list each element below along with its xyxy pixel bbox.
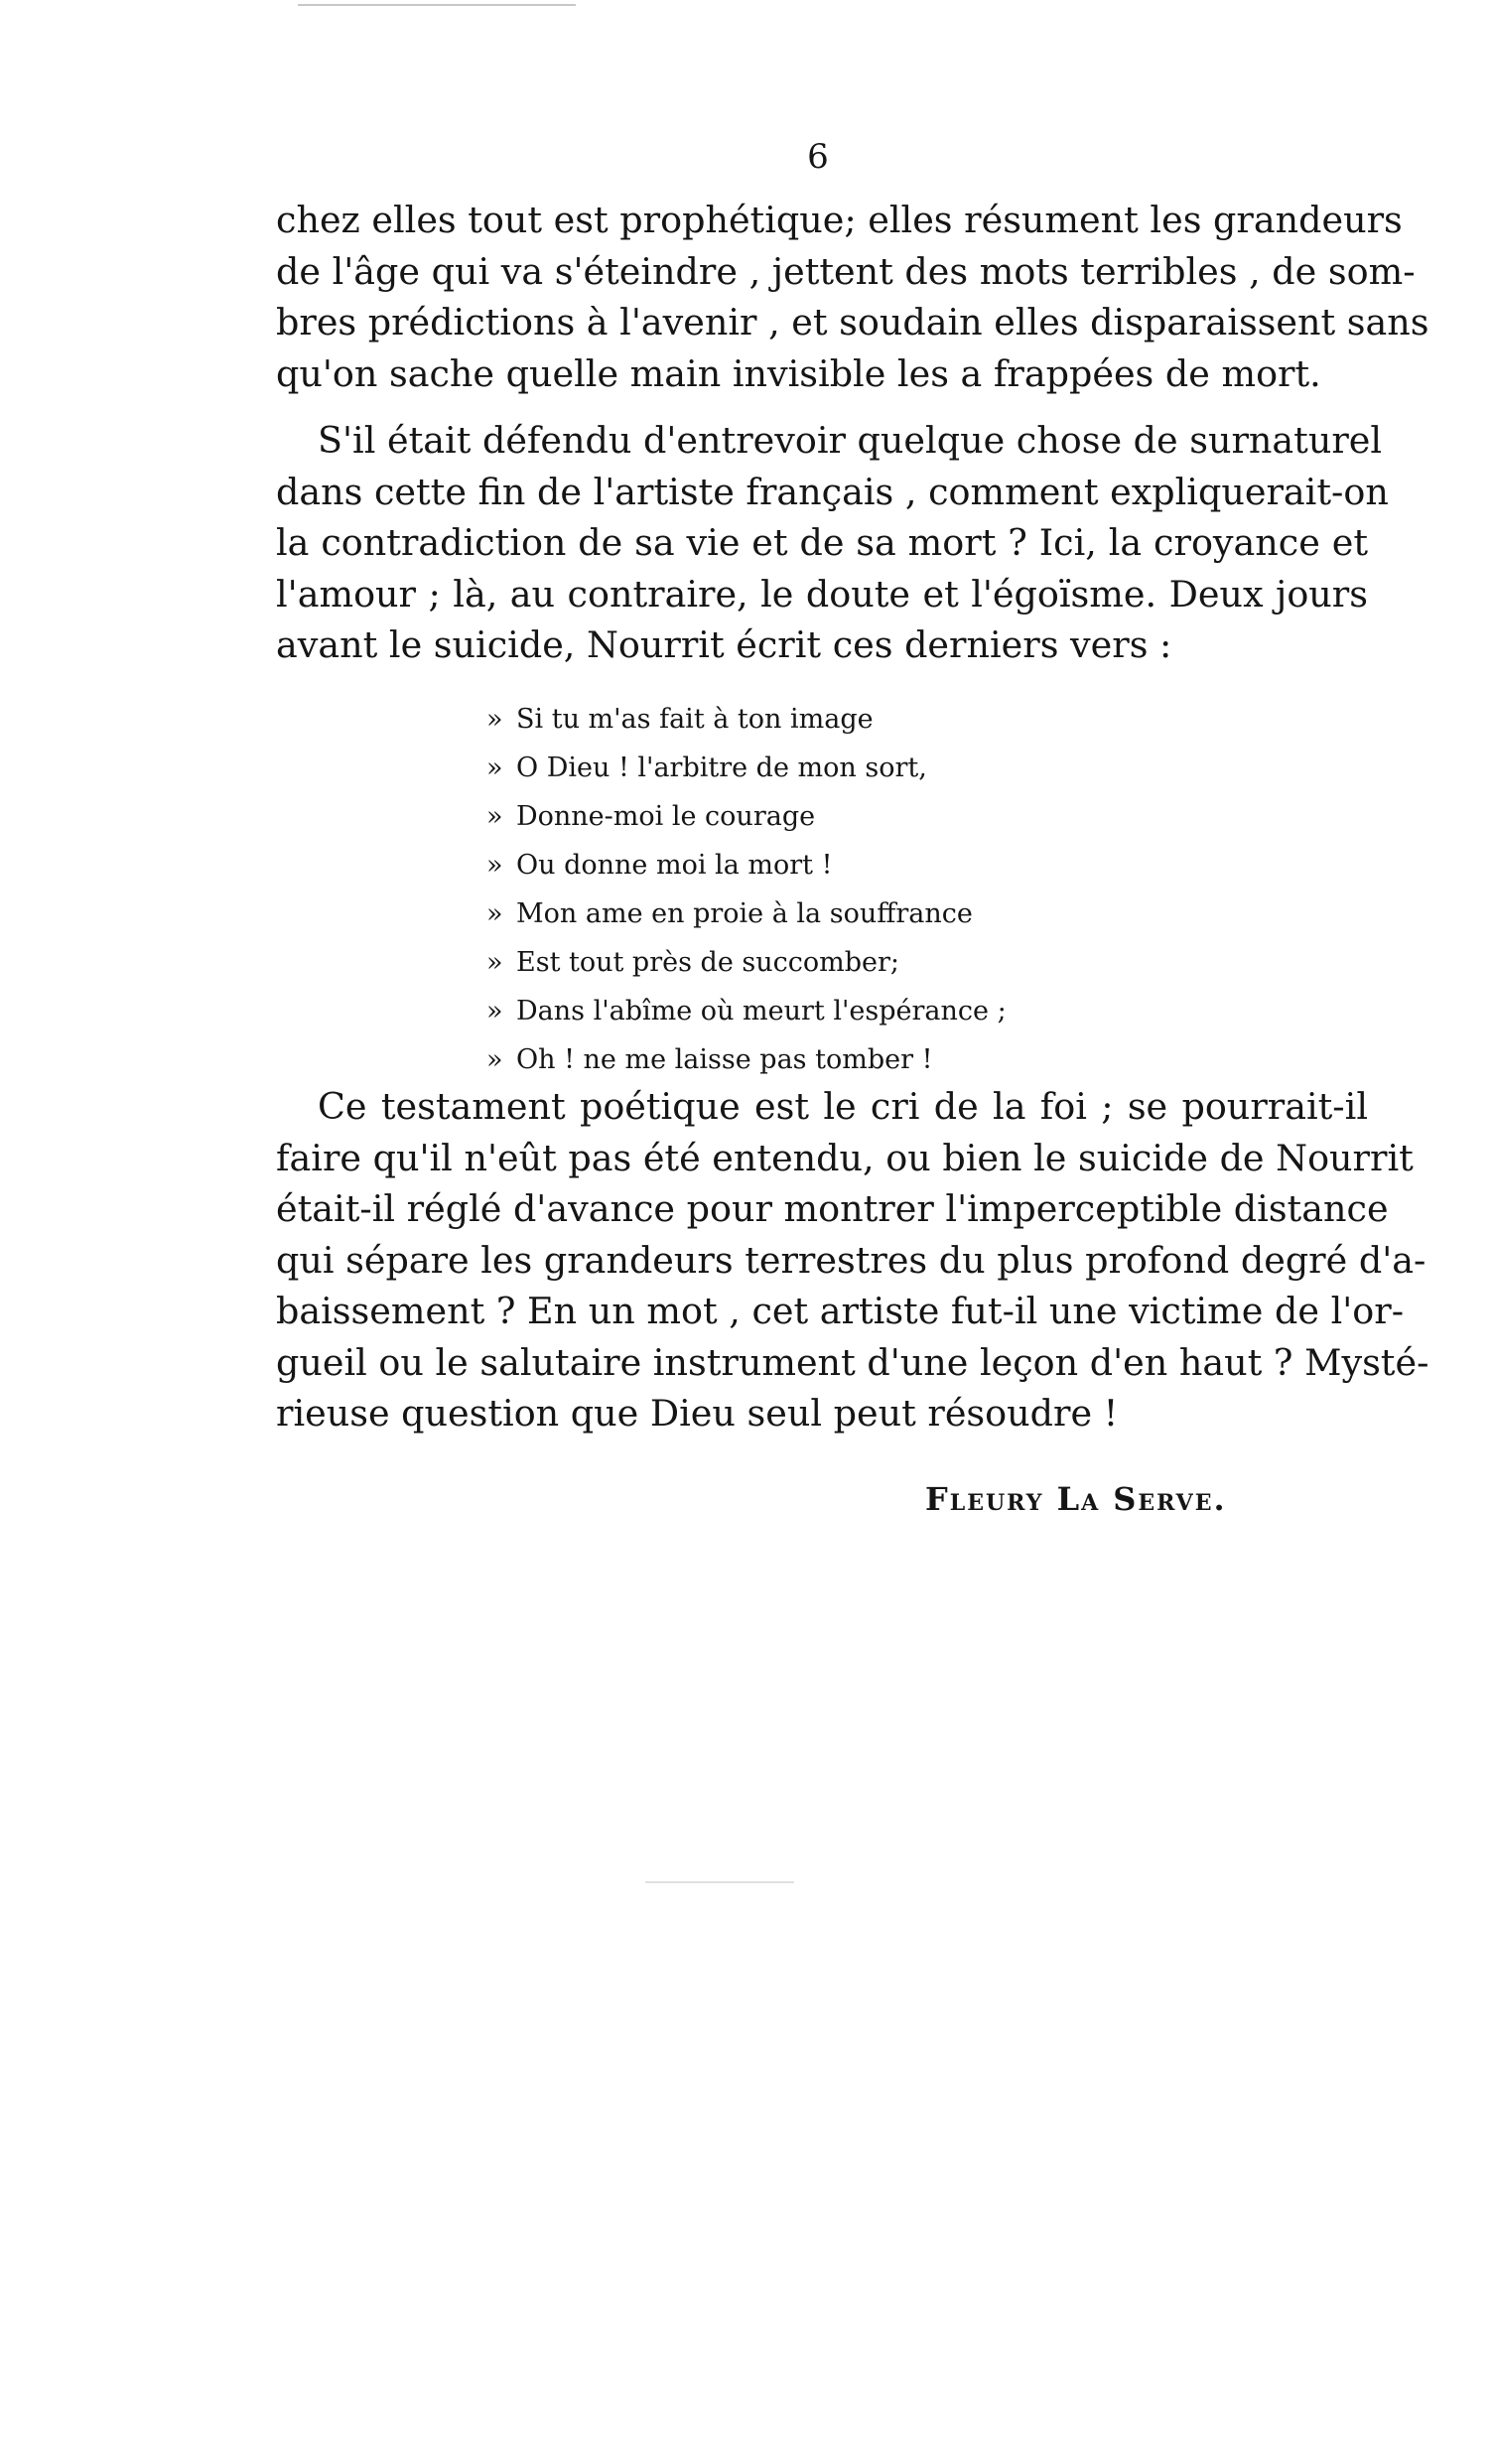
paragraph-line: de l'âge qui va s'éteindre , jettent des mots terribles , de som- — [276, 249, 1416, 293]
page-number: 6 — [807, 137, 829, 177]
quote-mark: » — [486, 753, 503, 783]
paragraph-line: était-il réglé d'avance pour montrer l'imperceptible distance — [276, 1187, 1389, 1230]
scan-artifact-top — [298, 4, 576, 6]
paragraph-line: Ce testament poétique est le cri de la foi ; se pourrait-il — [318, 1085, 1368, 1128]
verse-text: O Dieu ! l'arbitre de mon sort, — [516, 753, 927, 783]
quote-mark: » — [486, 801, 503, 832]
verse-line — [486, 792, 1007, 841]
paragraph-line: qu'on sache quelle main invisible les a frappées de mort. — [276, 351, 1321, 395]
verse-line — [486, 987, 1007, 1035]
paragraph-line: rieuse question que Dieu seul peut résoudre ! — [276, 1392, 1119, 1435]
paragraph-line: dans cette fin de l'artiste français , comment expliquerait-on — [276, 470, 1389, 513]
paragraph-1 — [276, 195, 1429, 399]
quote-mark: » — [486, 996, 503, 1027]
quote-mark: » — [486, 898, 503, 929]
paragraph-2 — [276, 415, 1389, 671]
paragraph-line: la contradiction de sa vie et de sa mort ? Ici, la croyance et — [276, 521, 1368, 564]
paragraph-line: S'il était défendu d'entrevoir quelque chose de surnaturel — [318, 419, 1383, 462]
verse-quotation — [486, 695, 1007, 1084]
paragraph-line: l'amour ; là, au contraire, le doute et l'égoïsme. Deux jours — [276, 572, 1368, 616]
paragraph-line: baissement ? En un mot , cet artiste fut-il une victime de l'or- — [276, 1290, 1405, 1332]
verse-text: Mon ame en proie à la souffrance — [516, 898, 973, 929]
author-signature: Fleury La Serve. — [925, 1480, 1227, 1518]
paragraph-line: chez elles tout est prophétique; elles résument les grandeurs — [276, 199, 1403, 241]
quote-mark: » — [486, 850, 503, 881]
paragraph-line: faire qu'il n'eût pas été entendu, ou bien le suicide de Nourrit — [276, 1136, 1414, 1179]
paragraph-line: bres prédictions à l'avenir , et soudain elles disparaissent sans — [276, 301, 1429, 343]
paragraph-3 — [276, 1081, 1429, 1439]
quote-mark: » — [486, 1044, 503, 1075]
verse-text: Ou donne moi la mort ! — [516, 850, 833, 881]
verse-text: Est tout près de succomber; — [516, 947, 899, 978]
verse-text: Si tu m'as fait à ton image — [516, 704, 874, 735]
verse-text: Oh ! ne me laisse pas tomber ! — [516, 1044, 933, 1075]
verse-line — [486, 938, 1007, 987]
verse-text: Donne-moi le courage — [516, 801, 816, 832]
verse-line — [486, 890, 1007, 938]
quote-mark: » — [486, 947, 503, 978]
paragraph-line: avant le suicide, Nourrit écrit ces derniers vers : — [276, 623, 1172, 666]
verse-line — [486, 695, 1007, 744]
verse-line — [486, 841, 1007, 890]
verse-line — [486, 1035, 1007, 1084]
paragraph-line: gueil ou le salutaire instrument d'une leçon d'en haut ? Mysté- — [276, 1340, 1429, 1384]
scan-artifact-middle — [645, 1881, 794, 1883]
paragraph-line: qui sépare les grandeurs terrestres du plus profond degré d'a- — [276, 1238, 1426, 1282]
verse-text: Dans l'abîme où meurt l'espérance ; — [516, 996, 1007, 1027]
verse-line — [486, 744, 1007, 792]
quote-mark: » — [486, 704, 503, 735]
